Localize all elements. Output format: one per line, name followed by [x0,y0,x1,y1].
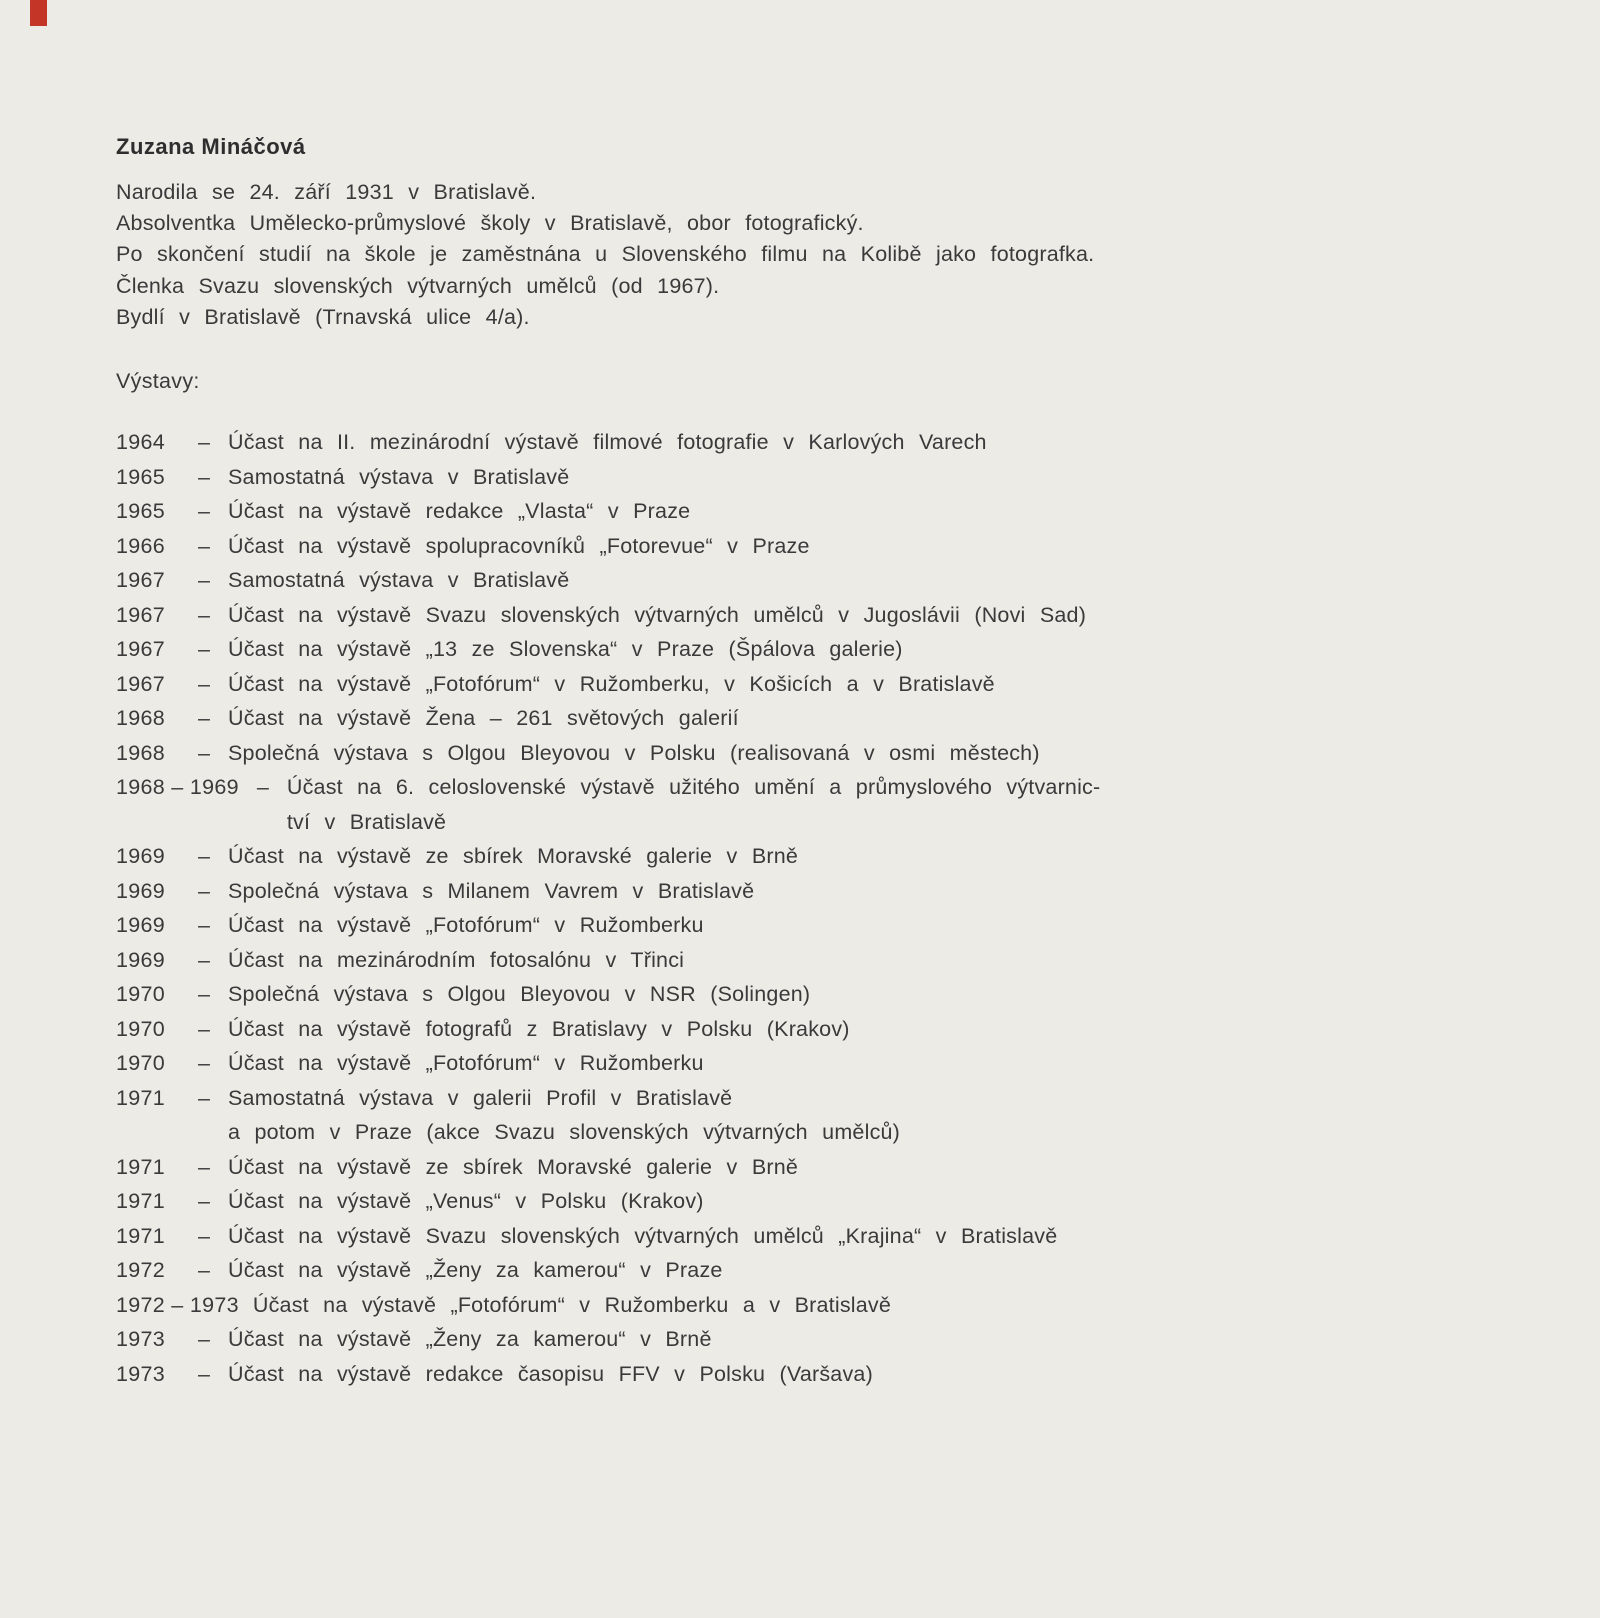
bio-line: Absolventka Umělecko-průmyslové školy v Bratislavě, obor fotografický. [116,211,864,236]
bio-line: Bydlí v Bratislavě (Trnavská ulice 4/a). [116,304,530,329]
exhibition-text-line: Samostatná výstava v Bratislavě [228,568,570,593]
exhibition-year: 1970 [116,982,166,1007]
exhibition-year: 1967 [116,671,166,696]
exhibition-text [228,1081,900,1150]
exhibition-text-line: Účast na výstavě „Fotofórum“ v Ružomberku [228,913,704,938]
exhibition-text-line: tví v Bratislavě [286,809,447,834]
exhibition-dash: – [198,602,210,627]
exhibition-text [228,977,810,1012]
exhibition-dash: – [198,1085,210,1110]
exhibition-row [116,460,1456,495]
exhibition-text-line: Účast na výstavě „13 ze Slovenska“ v Praze (Špálova galerie) [228,637,903,662]
exhibition-text [228,1046,704,1081]
exhibition-row [116,874,1456,909]
exhibition-dash: – [198,844,210,869]
exhibition-year: 1968 – 1969 [116,775,239,800]
exhibition-dash: – [198,740,210,765]
exhibition-dash: – [198,1189,210,1214]
exhibition-dash: – [198,1361,210,1386]
exhibition-text [253,1288,891,1323]
exhibition-text [228,1322,712,1357]
exhibition-text-line: Účast na výstavě fotografů z Bratislavy v Polsku (Krakov) [228,1016,850,1041]
exhibition-dash: – [198,1016,210,1041]
exhibition-year: 1972 [116,1258,166,1283]
exhibition-year: 1968 [116,706,166,731]
exhibition-text [228,529,810,564]
exhibition-dash: – [198,430,210,455]
exhibition-row [116,1012,1456,1047]
exhibition-text-line: Účast na výstavě „Fotofórum“ v Ružomberku a v Bratislavě [252,1292,892,1317]
exhibition-dash: – [198,1327,210,1352]
exhibition-row [116,770,1456,839]
exhibition-text-line: Společná výstava s Olgou Bleyovou v Polsku (realisovaná v osmi městech) [228,740,1040,765]
exhibition-dash: – [198,637,210,662]
exhibition-text [228,839,798,874]
exhibition-row [116,1357,1456,1392]
exhibition-row [116,1184,1456,1219]
exhibition-text-line: Účast na výstavě „Venus“ v Polsku (Krakov) [228,1189,704,1214]
exhibition-text [228,460,569,495]
exhibition-text [228,874,754,909]
exhibition-text [228,943,684,978]
exhibition-text [228,494,690,529]
exhibition-text-line: Účast na výstavě „Ženy za kamerou“ v Praze [228,1258,723,1283]
exhibition-text [228,1150,798,1185]
exhibition-text [228,701,739,736]
exhibition-dash: – [198,706,210,731]
exhibition-dash: – [198,913,210,938]
exhibition-dash: – [198,1258,210,1283]
exhibition-dash: – [198,1051,210,1076]
exhibition-year: 1971 [116,1223,166,1248]
exhibition-dash: – [256,775,269,800]
bio-line: Po skončení studií na škole je zaměstnána u Slovenského filmu na Kolibě jako fotografka. [116,242,1095,267]
exhibition-year: 1971 [116,1085,166,1110]
exhibition-row [116,1150,1456,1185]
exhibition-list [116,425,1456,1391]
exhibition-year: 1965 [116,499,166,524]
exhibition-row [116,1253,1456,1288]
exhibition-year: 1969 [116,913,166,938]
exhibition-text-line: Účast na výstavě Svazu slovenských výtvarných umělců v Jugoslávii (Novi Sad) [228,602,1087,627]
exhibition-dash: – [198,568,210,593]
exhibition-dash: – [198,1154,210,1179]
exhibition-text [228,1253,723,1288]
exhibition-text [228,1219,1057,1254]
exhibition-row [116,1322,1456,1357]
exhibition-year: 1966 [116,533,166,558]
section-heading: Výstavy: [116,369,200,394]
exhibition-text [228,908,704,943]
exhibition-year: 1971 [116,1189,166,1214]
exhibition-text-line: Samostatná výstava v galerii Profil v Bratislavě [228,1085,733,1110]
exhibition-text-line: Účast na výstavě spolupracovníků „Fotorevue“ v Praze [228,533,810,558]
exhibition-text [228,1184,704,1219]
exhibition-row [116,425,1456,460]
exhibition-text [228,632,903,667]
exhibition-row [116,494,1456,529]
exhibition-row [116,977,1456,1012]
red-corner-mark [30,0,47,26]
exhibition-text-line: Účast na výstavě Svazu slovenských výtvarných umělců „Krajina“ v Bratislavě [228,1223,1058,1248]
exhibition-text-line: Účast na výstavě ze sbírek Moravské galerie v Brně [228,844,799,869]
exhibition-year: 1970 [116,1016,166,1041]
exhibition-dash: – [198,671,210,696]
exhibition-row [116,908,1456,943]
exhibition-row [116,563,1456,598]
exhibition-text [228,1012,850,1047]
exhibition-row [116,632,1456,667]
exhibition-dash: – [198,464,210,489]
exhibition-year: 1965 [116,464,166,489]
exhibition-text [287,770,1101,839]
exhibition-text-line: Společná výstava s Milanem Vavrem v Bratislavě [228,878,755,903]
exhibition-year: 1971 [116,1154,166,1179]
exhibition-year: 1969 [116,844,166,869]
exhibition-text-line: Účast na výstavě „Ženy za kamerou“ v Brně [228,1327,712,1352]
exhibition-year: 1968 [116,740,166,765]
exhibition-text [228,425,987,460]
exhibition-text [228,1357,873,1392]
page-title: Zuzana Mináčová [116,134,306,159]
bio-line: Narodila se 24. září 1931 v Bratislavě. [116,180,537,204]
exhibition-text-line: Účast na výstavě „Fotofórum“ v Ružomberku [228,1051,704,1076]
exhibition-year: 1972 – 1973 [116,1292,239,1317]
exhibition-text-line: Společná výstava s Olgou Bleyovou v NSR (Solingen) [228,982,811,1007]
exhibition-row [116,529,1456,564]
exhibition-row [116,701,1456,736]
exhibition-year: 1969 [116,878,166,903]
exhibition-text-line: Účast na II. mezinárodní výstavě filmové fotografie v Karlových Varech [228,430,987,455]
exhibition-text-line: Samostatná výstava v Bratislavě [228,464,570,489]
exhibition-dash: – [198,982,210,1007]
exhibition-text-line: Účast na výstavě ze sbírek Moravské galerie v Brně [228,1154,799,1179]
exhibition-year: 1964 [116,430,166,455]
exhibition-text-line: Účast na mezinárodním fotosalónu v Třinci [228,947,685,972]
exhibition-row [116,943,1456,978]
exhibition-dash: – [198,499,210,524]
bio-line: Členka Svazu slovenských výtvarných umělců (od 1967). [116,273,720,298]
exhibition-year: 1969 [116,947,166,972]
exhibition-text-line: Účast na výstavě „Fotofórum“ v Ružomberku, v Košicích a v Bratislavě [228,671,995,696]
exhibition-dash: – [198,878,210,903]
exhibition-year: 1973 [116,1361,166,1386]
exhibition-row [116,1219,1456,1254]
exhibition-row [116,667,1456,702]
exhibition-dash: – [198,1223,210,1248]
exhibition-dash: – [198,947,210,972]
exhibition-year: 1973 [116,1327,166,1352]
exhibition-text-line: Účast na 6. celoslovenské výstavě užitého umění a průmyslového výtvarnic- [286,775,1101,800]
exhibition-row [116,839,1456,874]
exhibition-dash: – [198,533,210,558]
exhibition-row [116,1288,1456,1323]
page-content [116,134,1456,1391]
exhibition-row [116,598,1456,633]
exhibition-year: 1967 [116,568,166,593]
exhibition-text-line: Účast na výstavě redakce „Vlasta“ v Praze [228,499,691,524]
exhibition-row [116,1046,1456,1081]
exhibition-text [228,598,1086,633]
exhibition-text [228,667,995,702]
exhibition-text-line: Účast na výstavě Žena – 261 světových galerií [228,706,739,731]
exhibition-text-line: a potom v Praze (akce Svazu slovenských výtvarných umělců) [228,1120,901,1145]
bio [116,177,1456,333]
exhibition-year: 1970 [116,1051,166,1076]
exhibition-year: 1967 [116,602,166,627]
exhibition-row [116,736,1456,771]
exhibition-text [228,563,569,598]
exhibition-year: 1967 [116,637,166,662]
exhibition-row [116,1081,1456,1150]
exhibition-text [228,736,1040,771]
exhibition-text-line: Účast na výstavě redakce časopisu FFV v Polsku (Varšava) [228,1361,873,1386]
